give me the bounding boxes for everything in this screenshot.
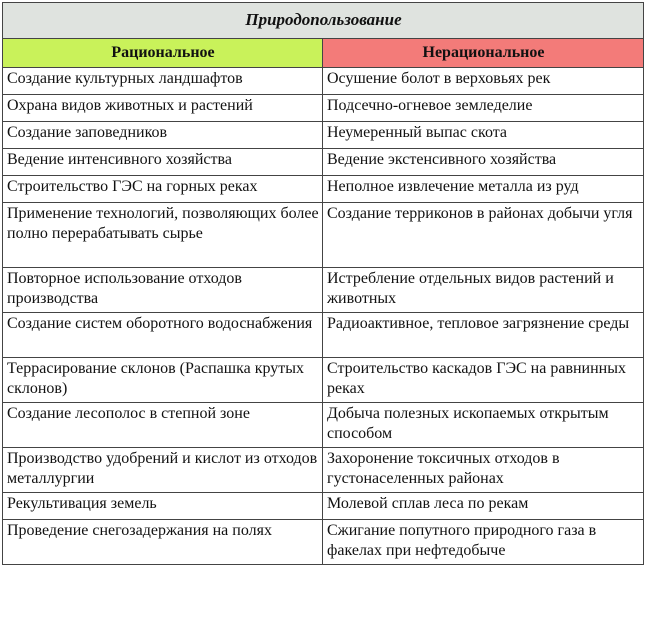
rational-cell: Создание культурных ландшафтов [3, 68, 323, 95]
table-row [3, 95, 644, 122]
header-rational: Рациональное [3, 39, 323, 68]
header-row [3, 39, 644, 68]
table-row [3, 358, 644, 403]
irrational-cell: Радиоактивное, тепловое загрязнение среды [323, 313, 644, 358]
rational-cell: Повторное использование отходов производства [3, 268, 323, 313]
rational-cell: Создание систем оборотного водоснабжения [3, 313, 323, 358]
table-row [3, 68, 644, 95]
irrational-cell: Добыча полезных ископаемых открытым способом [323, 403, 644, 448]
irrational-cell: Ведение экстенсивного хозяйства [323, 149, 644, 176]
irrational-cell: Истребление отдельных видов растений и животных [323, 268, 644, 313]
irrational-cell: Подсечно-огневое земледелие [323, 95, 644, 122]
irrational-cell: Сжигание попутного природного газа в факелах при нефтедобыче [323, 520, 644, 565]
header-irrational: Нерациональное [323, 39, 644, 68]
irrational-cell: Неполное извлечение металла из руд [323, 176, 644, 203]
rational-cell: Ведение интенсивного хозяйства [3, 149, 323, 176]
rational-cell: Применение технологий, позволяющих более полно перерабатывать сырье [3, 203, 323, 268]
rational-cell: Рекультивация земель [3, 493, 323, 520]
rational-cell: Создание заповедников [3, 122, 323, 149]
irrational-cell: Строительство каскадов ГЭС на равнинных реках [323, 358, 644, 403]
nature-use-table [2, 2, 644, 565]
rational-cell: Проведение снегозадержания на полях [3, 520, 323, 565]
title-row [3, 3, 644, 39]
irrational-cell: Захоронение токсичных отходов в густонаселенных районах [323, 448, 644, 493]
table-row [3, 520, 644, 565]
table-row [3, 149, 644, 176]
table-row [3, 493, 644, 520]
table-row [3, 268, 644, 313]
rational-cell: Охрана видов животных и растений [3, 95, 323, 122]
table-row [3, 176, 644, 203]
nature-use-table-container [2, 2, 643, 618]
irrational-cell: Осушение болот в верховьях рек [323, 68, 644, 95]
rational-cell: Террасирование склонов (Распашка крутых склонов) [3, 358, 323, 403]
irrational-cell: Молевой сплав леса по рекам [323, 493, 644, 520]
irrational-cell: Создание терриконов в районах добычи угля [323, 203, 644, 268]
rational-cell: Производство удобрений и кислот из отходов металлургии [3, 448, 323, 493]
table-row [3, 403, 644, 448]
table-title: Природопользование [3, 3, 644, 39]
irrational-cell: Неумеренный выпас скота [323, 122, 644, 149]
rational-cell: Создание лесополос в степной зоне [3, 403, 323, 448]
rational-cell: Строительство ГЭС на горных реках [3, 176, 323, 203]
table-row [3, 203, 644, 268]
table-row [3, 313, 644, 358]
table-row [3, 448, 644, 493]
table-row [3, 122, 644, 149]
